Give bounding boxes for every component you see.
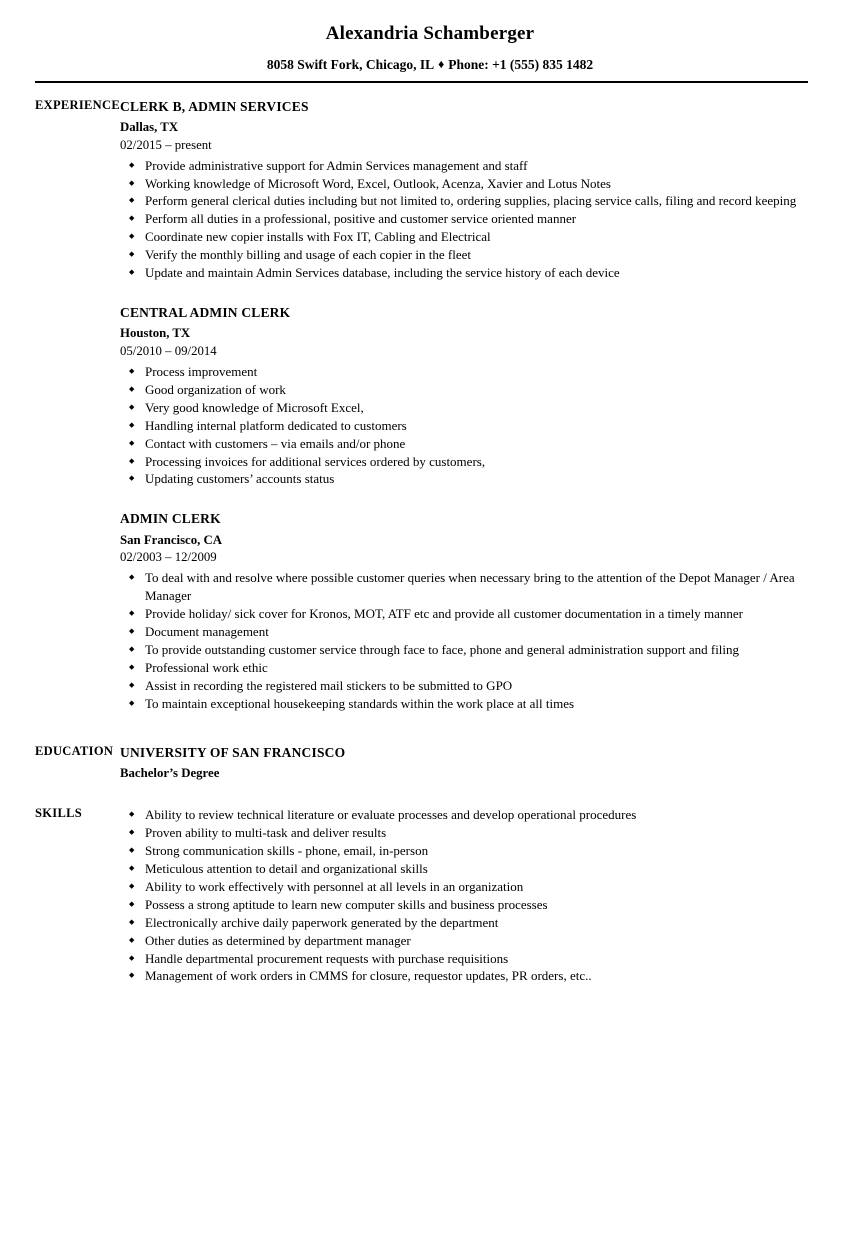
education-entries (120, 744, 860, 783)
list-item: ◆ Proven ability to multi-task and deliver results (120, 824, 808, 842)
list-item: ◆ To maintain exceptional housekeeping standards within the work place at all times (120, 695, 808, 713)
phone-text: Phone: +1 (555) 835 1482 (448, 56, 594, 72)
list-item: ◆ Very good knowledge of Microsoft Excel, (120, 399, 808, 417)
list-item: ◆ Perform general clerical duties including but not limited to, ordering supplies, placing service calls, filing and record keeping (120, 192, 808, 210)
list-item: ◆ Other duties as determined by department manager (120, 932, 808, 950)
list-item: ◆ Assist in recording the registered mail stickers to be submitted to GPO (120, 677, 808, 695)
list-item: ◆ Perform all duties in a professional, positive and customer service oriented manner (120, 210, 808, 228)
job-location: Dallas, TX (120, 120, 179, 135)
experience-entry (120, 304, 808, 488)
list-item: ◆ Processing invoices for additional services ordered by customers, (120, 453, 808, 471)
list-item: ◆ Management of work orders in CMMS for closure, requestor updates, PR orders, etc.. (120, 967, 808, 985)
list-item: ◆ Update and maintain Admin Services database, including the service history of each device (120, 264, 808, 282)
list-item: ◆ Electronically archive daily paperwork generated by the department (120, 914, 808, 932)
list-item: ◆ Handle departmental procurement requests with purchase requisitions (120, 950, 808, 968)
list-item: ◆ Ability to review technical literature or evaluate processes and develop operational procedures (120, 806, 808, 824)
diamond-separator-icon: ♦ (438, 56, 445, 71)
job-title: ADMIN CLERK (120, 511, 221, 527)
list-item: ◆ Process improvement (120, 363, 808, 381)
contact-line (0, 57, 860, 73)
experience-section (0, 98, 860, 713)
list-item: ◆ Ability to work effectively with personnel at all levels in an organization (120, 878, 808, 896)
list-item: ◆ Handling internal platform dedicated to customers (120, 417, 808, 435)
education-section (0, 744, 860, 783)
list-item: ◆ To provide outstanding customer service through face to face, phone and general administration support and filing (120, 641, 808, 659)
list-item: ◆ To deal with and resolve where possible customer queries when necessary bring to the attention of the Depot Manager / Area Manager (120, 569, 808, 605)
skills-section (0, 806, 860, 985)
job-dates: 05/2010 – 09/2014 (120, 343, 217, 358)
experience-entry (120, 510, 808, 712)
address-text: 8058 Swift Fork, Chicago, IL (266, 56, 435, 72)
experience-entries (120, 98, 860, 713)
resume-header (0, 0, 860, 83)
list-item: ◆ Strong communication skills - phone, email, in-person (120, 842, 808, 860)
list-item: ◆ Coordinate new copier installs with Fox IT, Cabling and Electrical (120, 228, 808, 246)
list-item: ◆ Document management (120, 623, 808, 641)
list-item: ◆ Possess a strong aptitude to learn new computer skills and business processes (120, 896, 808, 914)
job-title: CENTRAL ADMIN CLERK (120, 305, 291, 321)
list-item: ◆ Working knowledge of Microsoft Word, Excel, Outlook, Acenza, Xavier and Lotus Notes (120, 175, 808, 193)
job-responsibilities (120, 363, 808, 489)
job-dates: 02/2015 – present (120, 137, 212, 152)
education-school: UNIVERSITY OF SAN FRANCISCO (120, 744, 346, 760)
education-entry (120, 744, 808, 783)
job-responsibilities (120, 157, 808, 283)
job-responsibilities (120, 569, 808, 713)
list-item: ◆ Verify the monthly billing and usage of each copier in the fleet (120, 246, 808, 264)
skills-entries (120, 806, 860, 985)
list-item: ◆ Meticulous attention to detail and organizational skills (120, 860, 808, 878)
skills-section-label: SKILLS (35, 806, 82, 821)
job-location: San Francisco, CA (120, 532, 223, 547)
job-dates: 02/2003 – 12/2009 (120, 550, 217, 565)
list-item: ◆ Good organization of work (120, 381, 808, 399)
list-item: ◆ Contact with customers – via emails and/or phone (120, 435, 808, 453)
job-location: Houston, TX (120, 326, 191, 341)
list-item: ◆ Updating customers’ accounts status (120, 470, 808, 488)
candidate-name: Alexandria Schamberger (325, 23, 535, 44)
list-item: ◆ Professional work ethic (120, 659, 808, 677)
job-title: CLERK B, ADMIN SERVICES (120, 98, 309, 114)
experience-entry (120, 98, 808, 282)
header-divider (35, 81, 808, 83)
list-item: ◆ Provide administrative support for Admin Services management and staff (120, 157, 808, 175)
list-item: ◆ Provide holiday/ sick cover for Kronos, MOT, ATF etc and provide all customer documentation in a timely manner (120, 605, 808, 623)
education-degree: Bachelor’s Degree (120, 766, 220, 781)
skills-list (120, 806, 808, 985)
experience-section-label: EXPERIENCE (35, 97, 120, 112)
education-section-label: EDUCATION (35, 743, 114, 758)
